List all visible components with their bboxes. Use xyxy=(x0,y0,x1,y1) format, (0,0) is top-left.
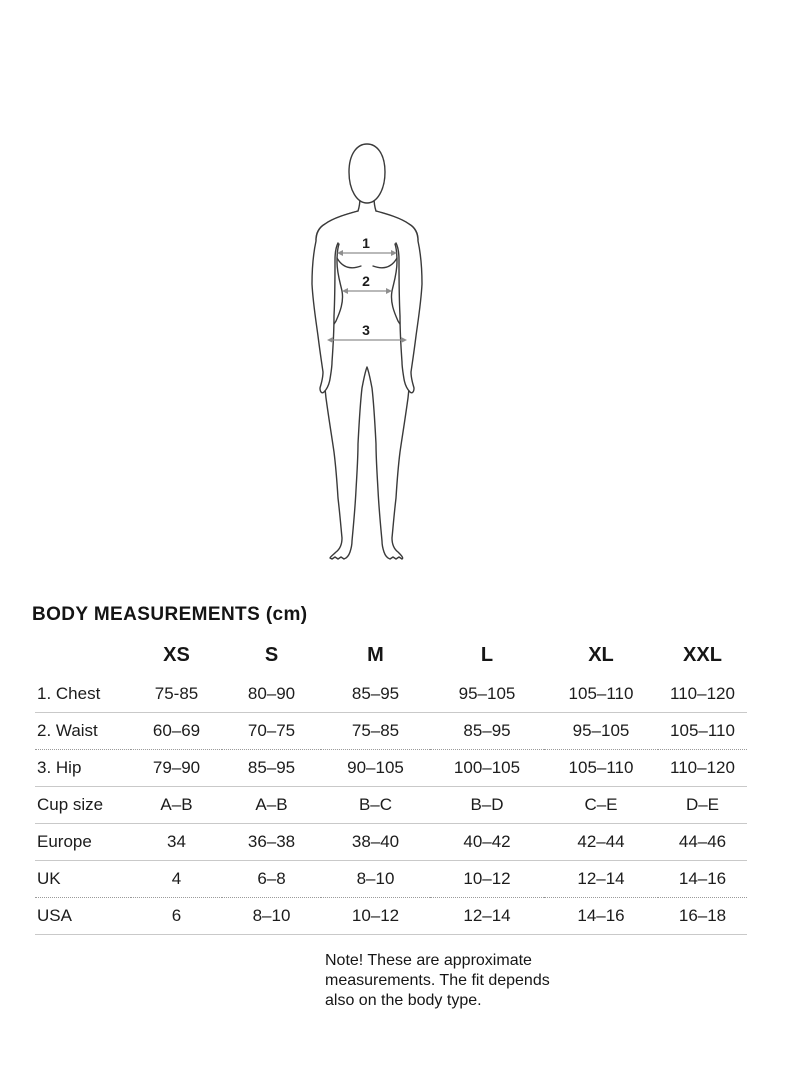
note-line: Note! These are approximate xyxy=(325,952,532,969)
table-row-europe xyxy=(35,824,747,861)
cell: 70–75 xyxy=(222,713,321,750)
table-row-chest xyxy=(35,676,747,713)
row-label: Europe xyxy=(35,824,131,861)
cell: 38–40 xyxy=(321,824,430,861)
cell: 110–120 xyxy=(658,750,747,787)
cell: 85–95 xyxy=(222,750,321,787)
cell: 14–16 xyxy=(658,861,747,898)
cell: B–D xyxy=(430,787,544,824)
cell: 10–12 xyxy=(321,898,430,935)
cell: 79–90 xyxy=(131,750,222,787)
cell: 110–120 xyxy=(658,676,747,713)
cell: 12–14 xyxy=(430,898,544,935)
column-header-l: L xyxy=(480,644,494,666)
cell: 85–95 xyxy=(430,713,544,750)
cell: 34 xyxy=(131,824,222,861)
column-header-xl: XL xyxy=(588,644,614,666)
cell: 14–16 xyxy=(544,898,658,935)
row-label: UK xyxy=(35,861,131,898)
column-header-m: M xyxy=(367,644,384,666)
cell: 10–12 xyxy=(430,861,544,898)
column-header-s: S xyxy=(264,644,279,666)
chest-marker-label: 1 xyxy=(362,235,370,251)
table-row-uk xyxy=(35,861,747,898)
size-header-row xyxy=(35,635,747,676)
cell: 105–110 xyxy=(544,676,658,713)
column-header-xs: XS xyxy=(163,644,190,666)
cell: D–E xyxy=(658,787,747,824)
hip-marker-label: 3 xyxy=(362,322,370,338)
table-row-hip xyxy=(35,750,747,787)
cell: 8–10 xyxy=(321,861,430,898)
cell: 105–110 xyxy=(544,750,658,787)
cell: 95–105 xyxy=(544,713,658,750)
cell: 40–42 xyxy=(430,824,544,861)
cell: C–E xyxy=(544,787,658,824)
cell: 100–105 xyxy=(430,750,544,787)
row-label: USA xyxy=(35,898,131,935)
cell: 16–18 xyxy=(658,898,747,935)
cell: 42–44 xyxy=(544,824,658,861)
cell: 105–110 xyxy=(658,713,747,750)
table-row-waist xyxy=(35,713,747,750)
head-outline xyxy=(349,144,385,203)
cell: 80–90 xyxy=(222,676,321,713)
cell: 6–8 xyxy=(222,861,321,898)
measurements-table xyxy=(35,635,747,935)
body-figure xyxy=(280,120,520,580)
row-label: Cup size xyxy=(35,787,131,824)
cell: B–C xyxy=(321,787,430,824)
cell: 6 xyxy=(131,898,222,935)
row-label: 3. Hip xyxy=(35,750,131,787)
cell: 60–69 xyxy=(131,713,222,750)
empty-header-cell xyxy=(35,635,131,676)
note-line: measurements. The fit depends xyxy=(325,972,550,989)
note-line: also on the body type. xyxy=(325,992,482,1009)
row-label: 2. Waist xyxy=(35,713,131,750)
table-row-usa xyxy=(35,898,747,935)
cell: A–B xyxy=(222,787,321,824)
page-title: BODY MEASUREMENTS (cm) xyxy=(32,604,308,625)
cell: 75–85 xyxy=(321,713,430,750)
row-label: 1. Chest xyxy=(35,676,131,713)
cell: 85–95 xyxy=(321,676,430,713)
cell: 12–14 xyxy=(544,861,658,898)
cell: 75-85 xyxy=(131,676,222,713)
column-header-xxl: XXL xyxy=(683,644,722,666)
table-row-cup-size xyxy=(35,787,747,824)
cell: A–B xyxy=(131,787,222,824)
cell: 44–46 xyxy=(658,824,747,861)
cell: 8–10 xyxy=(222,898,321,935)
waist-marker-label: 2 xyxy=(362,273,370,289)
note-text xyxy=(325,951,575,1011)
cell: 90–105 xyxy=(321,750,430,787)
cell: 36–38 xyxy=(222,824,321,861)
cell: 4 xyxy=(131,861,222,898)
cell: 95–105 xyxy=(430,676,544,713)
